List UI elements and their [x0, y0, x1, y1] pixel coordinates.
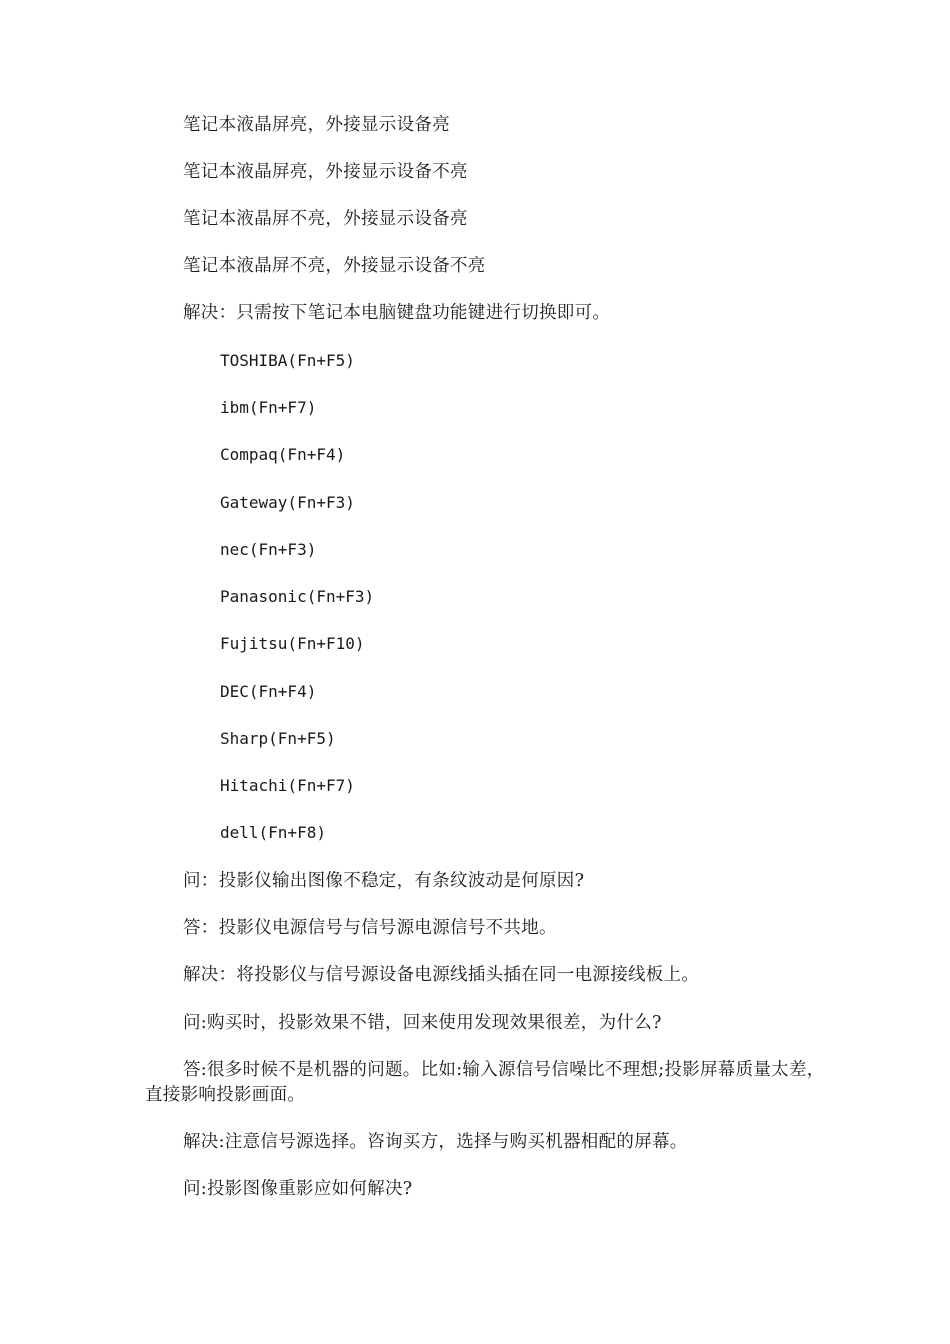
text-line: 笔记本液晶屏不亮，外接显示设备不亮: [183, 256, 486, 276]
answer-line: 答：投影仪电源信号与信号源电源信号不共地。: [183, 918, 557, 938]
question-line: 问:投影图像重影应如何解决?: [183, 1179, 413, 1199]
solution-line: 解决：将投影仪与信号源设备电源线插头插在同一电源接线板上。: [183, 965, 700, 985]
question-line: 问：投影仪输出图像不稳定，有条纹波动是何原因?: [183, 871, 585, 891]
solution-line: 解决:注意信号源选择。咨询买方，选择与购买机器相配的屏幕。: [183, 1132, 688, 1152]
shortcut-item: Sharp(Fn+F5): [220, 729, 336, 748]
shortcut-item: Hitachi(Fn+F7): [220, 776, 355, 795]
shortcut-item: Compaq(Fn+F4): [220, 445, 346, 464]
shortcut-item: Fujitsu(Fn+F10): [220, 634, 365, 653]
question-line: 问:购买时，投影效果不错，回来使用发现效果很差，为什么?: [183, 1013, 662, 1033]
text-line: 解决：只需按下笔记本电脑键盘功能键进行切换即可。: [183, 303, 611, 323]
text-line: 笔记本液晶屏亮，外接显示设备不亮: [183, 162, 468, 182]
shortcut-item: Gateway(Fn+F3): [220, 493, 355, 512]
text-line: 笔记本液晶屏亮，外接显示设备亮: [183, 115, 450, 135]
shortcut-item: ibm(Fn+F7): [220, 398, 317, 417]
answer-paragraph: 答:很多时候不是机器的问题。比如:输入源信号信噪比不理想;投影屏幕质量太差，直接影响投影画面。: [145, 1060, 825, 1105]
shortcut-item: TOSHIBA(Fn+F5): [220, 351, 355, 370]
shortcut-item: dell(Fn+F8): [220, 823, 326, 842]
shortcut-item: Panasonic(Fn+F3): [220, 587, 375, 606]
text-line: 笔记本液晶屏不亮，外接显示设备亮: [183, 209, 468, 229]
shortcut-item: nec(Fn+F3): [220, 540, 317, 559]
shortcut-item: DEC(Fn+F4): [220, 682, 317, 701]
